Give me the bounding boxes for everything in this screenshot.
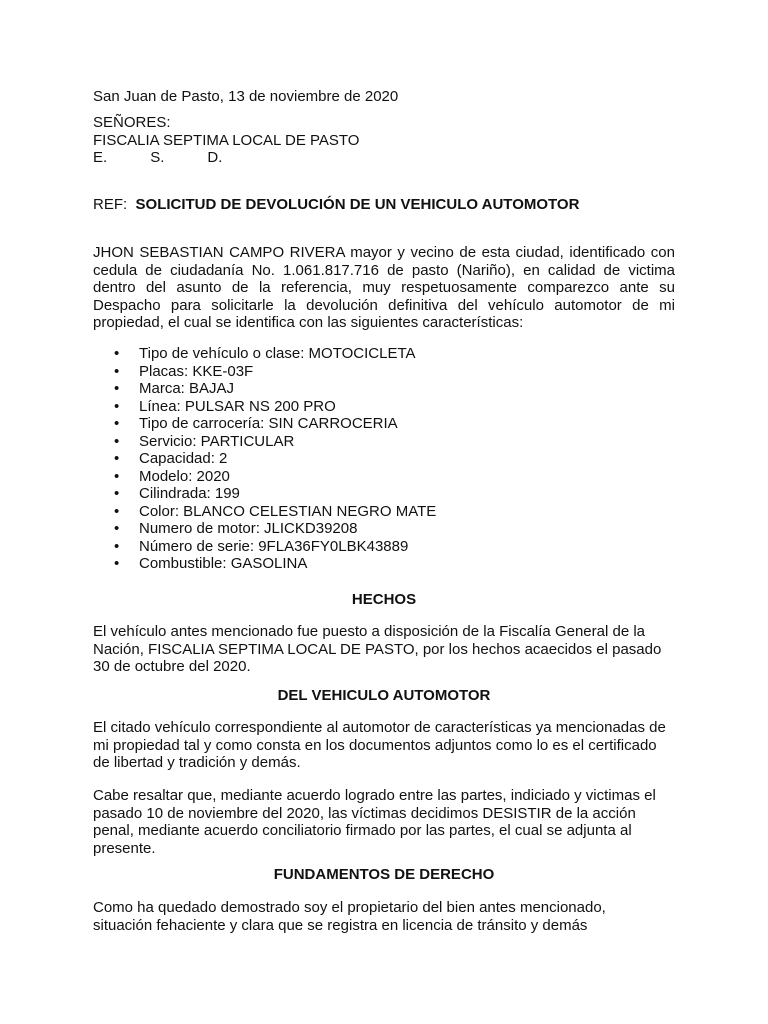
reference-subject: SOLICITUD DE DEVOLUCIÓN DE UN VEHICULO AUTOMOTOR bbox=[135, 196, 580, 213]
bullet-icon: • bbox=[114, 555, 120, 572]
bullet-icon: • bbox=[114, 537, 120, 555]
del-vehiculo-paragraph-1: El citado vehículo correspondiente al automotor de características ya mencionadas de mi propiedad tal y como consta en los documentos adjuntos como lo es el certificado de libertad y tradición y demás. bbox=[93, 719, 666, 771]
spec-item: • Servicio: PARTICULAR bbox=[114, 432, 295, 450]
fundamentos-heading: FUNDAMENTOS DE DERECHO bbox=[273, 866, 495, 883]
reference-label: REF: bbox=[93, 196, 128, 213]
esd-d: D. bbox=[207, 149, 223, 166]
bullet-icon: • bbox=[114, 362, 120, 380]
bullet-icon: • bbox=[114, 345, 120, 362]
spec-item: • Marca: BAJAJ bbox=[114, 380, 235, 397]
bullet-icon: • bbox=[114, 397, 120, 415]
spec-item: • Modelo: 2020 bbox=[114, 467, 230, 485]
bullet-icon: • bbox=[114, 432, 120, 450]
bullet-icon: • bbox=[114, 520, 120, 537]
intro-paragraph: JHON SEBASTIAN CAMPO RIVERA mayor y vecino de esta ciudad, identificado con cedula de ciudadanía No. 1.061.817.716 de pasto (Nariño), en calidad de victima dentro del asunto de la referencia, muy respetuosamente comparezco ante su Despacho para solicitarle la devolución definitiva del vehículo automotor de mi propiedad, el cual se identifica con las siguientes características: bbox=[93, 244, 675, 331]
addressee-office: FISCALIA SEPTIMA LOCAL DE PASTO bbox=[93, 131, 360, 149]
del-vehiculo-paragraph-2: Cabe resaltar que, mediante acuerdo logrado entre las partes, indiciado y victimas el pasado 10 de noviembre del 2020, las víctimas decidimos DESISTIR de la acción penal, mediante acuerdo conciliatorio firmado por las partes, el cual se adjunta al presente. bbox=[93, 787, 656, 857]
bullet-icon: • bbox=[114, 502, 120, 520]
place-date: San Juan de Pasto, 13 de noviembre de 2020 bbox=[93, 88, 399, 105]
spec-item: • Numero de motor: JLICKD39208 bbox=[114, 520, 358, 537]
spec-item: • Cilindrada: 199 bbox=[114, 485, 240, 502]
vehicle-spec-list bbox=[112, 345, 612, 573]
bullet-icon: • bbox=[114, 467, 120, 485]
bullet-icon: • bbox=[114, 380, 120, 397]
addressee-esd bbox=[93, 149, 359, 167]
spec-item: • Línea: PULSAR NS 200 PRO bbox=[114, 397, 336, 415]
bullet-icon: • bbox=[114, 450, 120, 467]
spec-item: • Número de serie: 9FLA36FY0LBK43889 bbox=[114, 537, 409, 555]
hechos-paragraph: El vehículo antes mencionado fue puesto a disposición de la Fiscalía General de la Nación, FISCALIA SEPTIMA LOCAL DE PASTO, por los hechos acaecidos el pasado 30 de octubre del 2020. bbox=[93, 623, 662, 675]
del-vehiculo-heading: DEL VEHICULO AUTOMOTOR bbox=[277, 687, 491, 704]
spec-item: • Tipo de carrocería: SIN CARROCERIA bbox=[114, 415, 398, 432]
fundamentos-line-2: situación fehaciente y clara que se registra en licencia de tránsito y demás bbox=[93, 917, 588, 934]
spec-item: • Capacidad: 2 bbox=[114, 450, 228, 467]
spec-item: • Placas: KKE-03F bbox=[114, 362, 254, 380]
bullet-icon: • bbox=[114, 415, 120, 432]
fundamentos-line-1: Como ha quedado demostrado soy el propietario del bien antes mencionado, bbox=[93, 899, 606, 916]
spec-item: • Color: BLANCO CELESTIAN NEGRO MATE bbox=[114, 502, 437, 520]
spec-item: • Tipo de vehículo o clase: MOTOCICLETA bbox=[114, 345, 416, 362]
hechos-heading: HECHOS bbox=[351, 591, 417, 608]
addressee-block bbox=[93, 114, 359, 167]
esd-s: S. bbox=[150, 149, 165, 166]
spec-item: • Combustible: GASOLINA bbox=[114, 555, 308, 572]
esd-e: E. bbox=[93, 149, 108, 166]
bullet-icon: • bbox=[114, 485, 120, 502]
addressee-salutation: SEÑORES: bbox=[93, 114, 171, 131]
reference-line bbox=[93, 196, 579, 214]
